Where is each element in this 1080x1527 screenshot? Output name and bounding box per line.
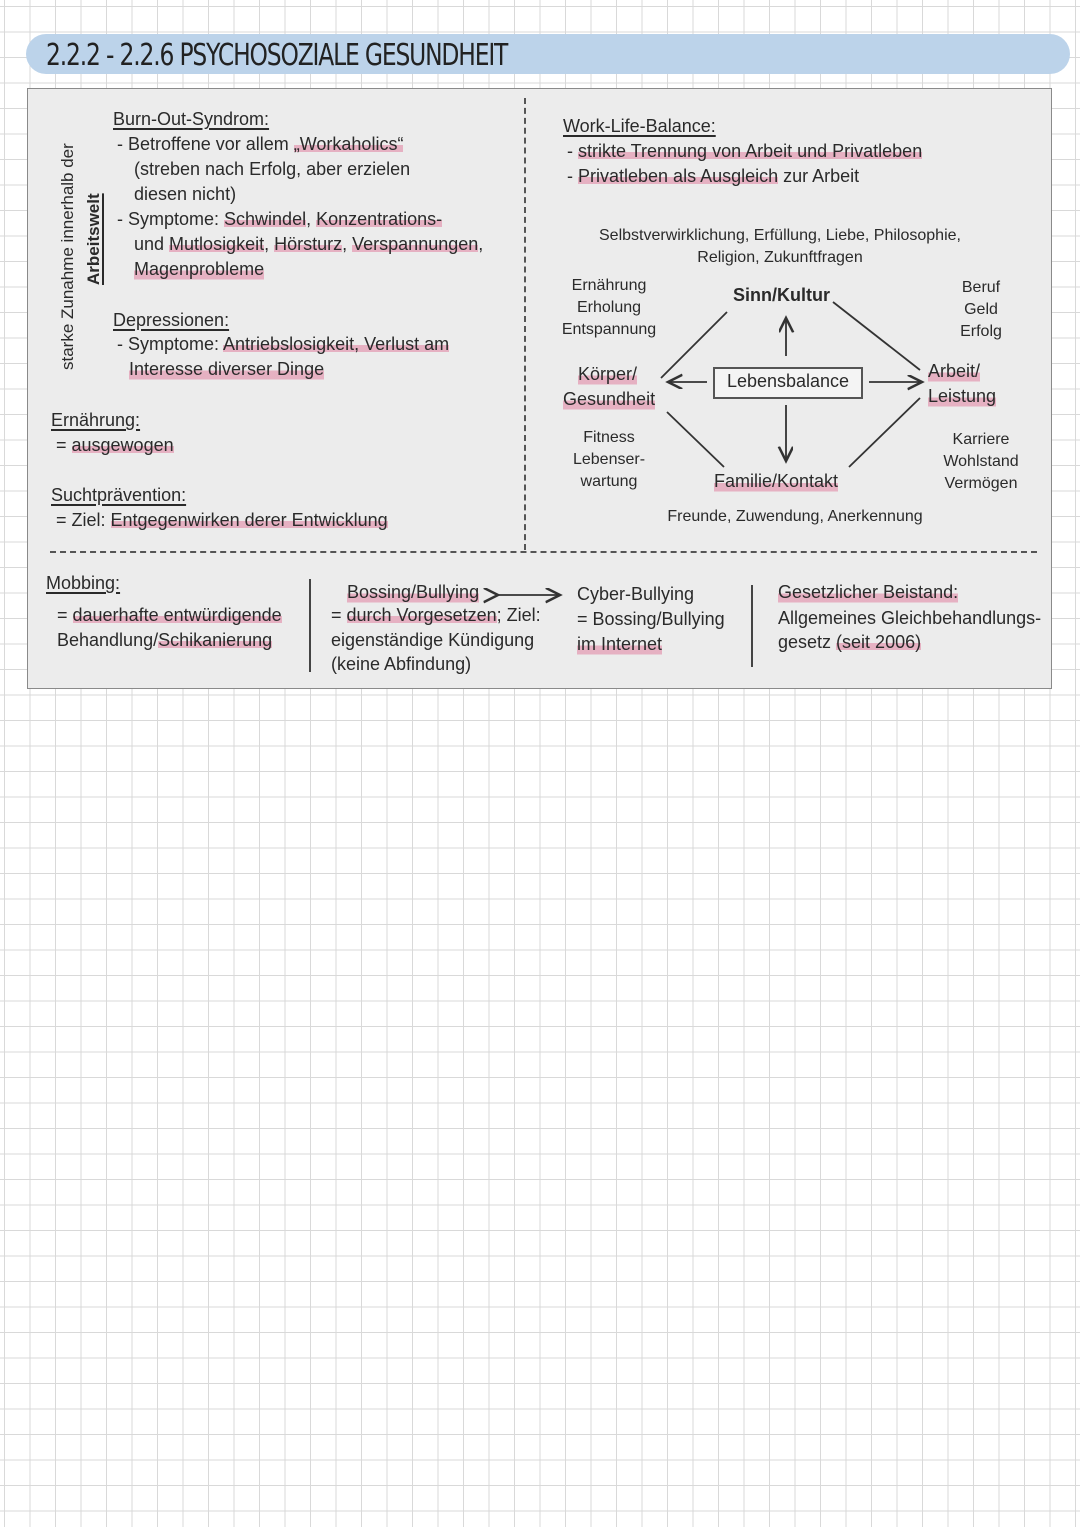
- edge-familie-arbeit: [849, 398, 920, 467]
- node-arbeit-1: Arbeit/: [928, 359, 980, 384]
- page-title: 2.2.2 - 2.2.6 PSYCHOSOZIALE GESUNDHEIT: [46, 38, 508, 73]
- legal-heading: Gesetzlicher Beistand:: [778, 580, 958, 605]
- separator-2: [751, 585, 753, 667]
- node-arbeit-2: Leistung: [928, 384, 996, 409]
- burnout-line-5: und Mutlosigkeit, Hörsturz, Verspannungen,: [134, 234, 484, 254]
- left-bottom-note-1: Fitness: [583, 429, 635, 446]
- bossing-heading: Bossing/Bullying: [347, 580, 479, 605]
- left-bottom-note-2: Lebenser-: [572, 451, 646, 468]
- bossing-line-1: = durch Vorgesetzen; Ziel:: [331, 605, 541, 625]
- nutrition-heading: Ernährung:: [51, 410, 141, 430]
- node-lebensbalance: Lebensbalance: [726, 371, 850, 391]
- node-koerper-1: Körper/: [578, 362, 637, 387]
- depression-line-2: Interesse diverser Dinge: [129, 357, 324, 382]
- side-label-2: Arbeitswelt: [84, 193, 103, 285]
- nutrition-line: = ausgewogen: [56, 435, 174, 455]
- bossing-line-3: (keine Abfindung): [331, 654, 472, 674]
- diagram-top-note-2: Religion, Zukunftfragen: [697, 249, 863, 266]
- right-top-note-1: Beruf: [961, 279, 1001, 296]
- diagram-bottom-note: Freunde, Zuwendung, Anerkennung: [667, 508, 923, 525]
- separator-1: [309, 579, 311, 672]
- mobbing-line-2: Behandlung/Schikanierung: [57, 630, 273, 650]
- wlb-heading: Work-Life-Balance:: [563, 116, 716, 136]
- depression-line-1: - Symptome: Antriebslosigkeit, Verlust am: [117, 334, 450, 354]
- edge-koerper-familie: [667, 412, 724, 467]
- left-top-note-2: Erholung: [576, 299, 642, 316]
- legal-line-2: gesetz (seit 2006): [778, 632, 922, 652]
- cyber-line-1: = Bossing/Bullying: [577, 609, 725, 629]
- wlb-line-1: - strikte Trennung von Arbeit und Privatleben: [567, 141, 923, 161]
- mobbing-heading: Mobbing:: [46, 573, 121, 593]
- addiction-heading: Suchtprävention:: [51, 485, 187, 505]
- legal-line-1: Allgemeines Gleichbehandlungs-: [778, 608, 1042, 628]
- node-familie: Familie/Kontakt: [714, 469, 838, 494]
- node-sinn-kultur: Sinn/Kultur: [733, 285, 830, 305]
- left-top-note-1: Ernährung: [571, 277, 647, 294]
- right-top-note-3: Erfolg: [960, 323, 1002, 340]
- depression-heading: Depressionen:: [113, 310, 230, 330]
- bossing-line-2: eigenständige Kündigung: [331, 630, 535, 650]
- right-bottom-note-1: Karriere: [952, 431, 1010, 448]
- mobbing-line-1: = dauerhafte entwürdigende: [57, 605, 282, 625]
- burnout-line-3: diesen nicht): [134, 184, 237, 204]
- edge-sinn-arbeit: [833, 302, 920, 370]
- burnout-line-4: - Symptome: Schwindel, Konzentrations-: [117, 209, 443, 229]
- addiction-line: = Ziel: Entgegenwirken derer Entwicklung: [56, 510, 388, 530]
- right-bottom-note-2: Wohlstand: [943, 453, 1019, 470]
- right-bottom-note-3: Vermögen: [944, 475, 1018, 492]
- left-bottom-note-3: wartung: [580, 473, 638, 490]
- cyber-line-2: im Internet: [577, 632, 662, 657]
- burnout-heading: Burn-Out-Syndrom:: [113, 109, 270, 129]
- burnout-line-1: - Betroffene vor allem „Workaholics“: [117, 134, 404, 154]
- diagram-top-note-1: Selbstverwirklichung, Erfüllung, Liebe, Philosophie,: [599, 227, 961, 244]
- node-koerper-2: Gesundheit: [563, 387, 655, 412]
- wlb-line-2: - Privatleben als Ausgleich zur Arbeit: [567, 166, 860, 186]
- burnout-line-2: (streben nach Erfolg, aber erzielen: [134, 159, 411, 179]
- cyber-heading: Cyber-Bullying: [577, 584, 695, 604]
- burnout-line-6: Magenprobleme: [134, 257, 264, 282]
- edge-koerper-sinn: [661, 312, 727, 378]
- right-top-note-2: Geld: [964, 301, 998, 318]
- left-top-note-3: Entspannung: [561, 321, 657, 338]
- side-label: starke Zunahme innerhalb der: [58, 143, 77, 370]
